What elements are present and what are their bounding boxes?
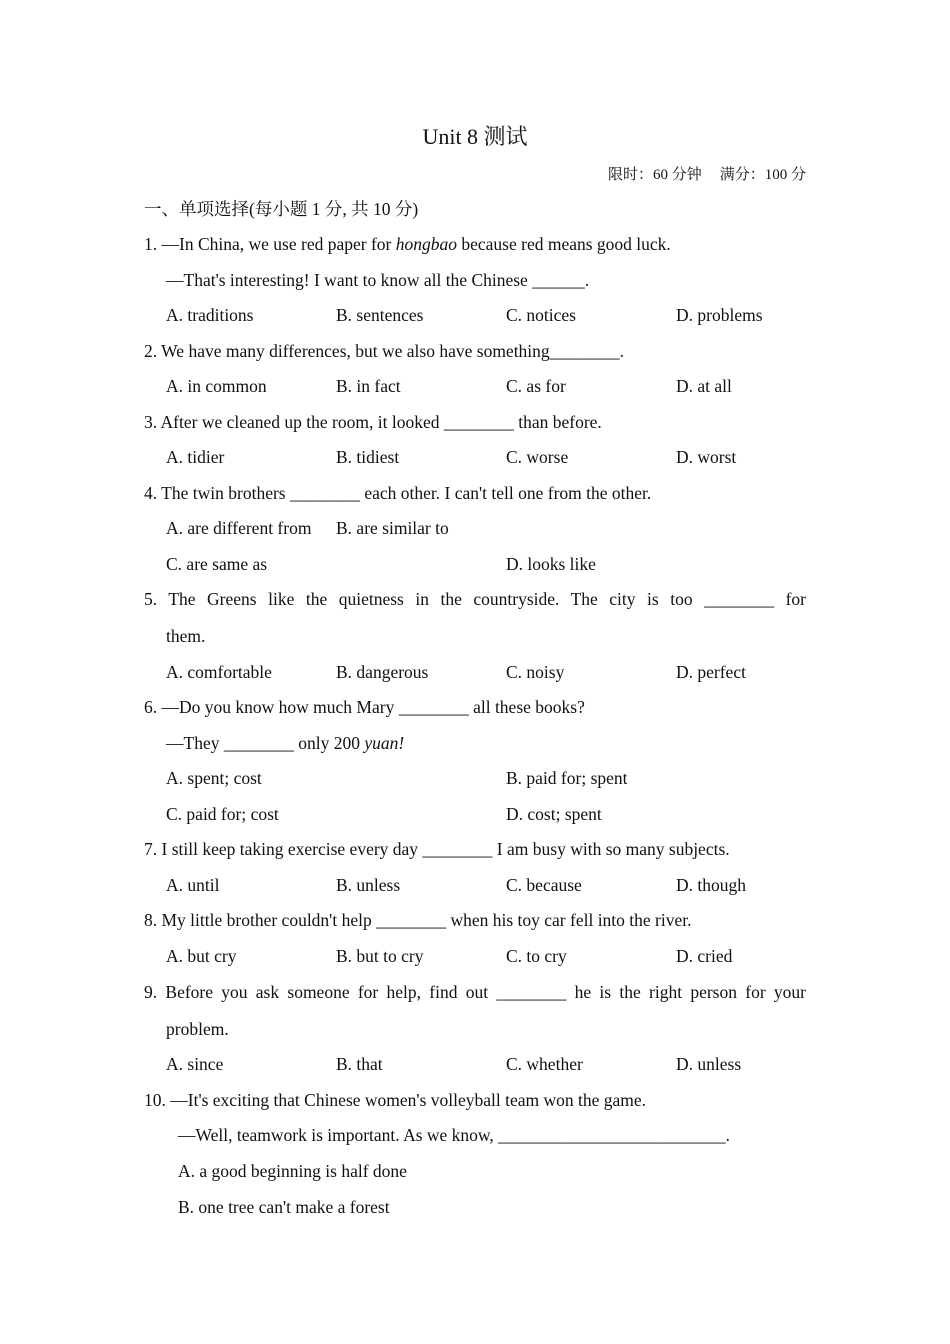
q7-option-a[interactable]: A. until	[166, 875, 220, 895]
page-title: Unit 8 测试	[422, 124, 528, 149]
q5-option-a[interactable]: A. comfortable	[166, 662, 272, 682]
q6-option-a[interactable]: A. spent; cost	[166, 768, 262, 788]
q7-option-d[interactable]: D. though	[676, 875, 746, 895]
q4-option-a[interactable]: A. are different from	[166, 518, 312, 538]
q6-reply-text: —They ________ only 200	[166, 733, 365, 753]
question-3: 3. After we cleaned up the room, it looked ________ than before.	[144, 412, 602, 432]
q8-option-d[interactable]: D. cried	[676, 946, 733, 966]
q3-option-a[interactable]: A. tidier	[166, 447, 225, 467]
q4-option-d[interactable]: D. looks like	[506, 554, 596, 574]
full-score: 满分：100 分	[719, 167, 806, 183]
q6-option-c[interactable]: C. paid for; cost	[166, 804, 279, 824]
q9-option-a[interactable]: A. since	[166, 1054, 224, 1074]
q2-option-b[interactable]: B. in fact	[336, 376, 401, 396]
q6-option-d[interactable]: D. cost; spent	[506, 804, 602, 824]
q1-text-a: 1. —In China, we use red paper for	[144, 234, 396, 254]
q6-reply-italic: yuan!	[364, 733, 405, 753]
section-heading: 一、单项选择(每小题 1 分, 共 10 分)	[144, 199, 419, 219]
question-1	[144, 232, 671, 256]
question-9: 9. Before you ask someone for help, find out ________ he is the right person for your	[144, 982, 806, 1002]
question-2: 2. We have many differences, but we also have something________.	[144, 341, 625, 361]
q9-option-b[interactable]: B. that	[336, 1054, 383, 1074]
q1-option-b[interactable]: B. sentences	[336, 305, 424, 325]
question-9-cont: problem.	[166, 1019, 229, 1039]
question-7: 7. I still keep taking exercise every day ________ I am busy with so many subjects.	[144, 839, 730, 859]
q5-option-d[interactable]: D. perfect	[676, 662, 746, 682]
q1-italic: hongbao	[395, 234, 457, 254]
q3-option-c[interactable]: C. worse	[506, 447, 569, 467]
q7-option-c[interactable]: C. because	[506, 875, 582, 895]
q4-option-c[interactable]: C. are same as	[166, 554, 268, 574]
q7-option-b[interactable]: B. unless	[336, 875, 401, 895]
question-5: 5. The Greens like the quietness in the countryside. The city is too ________ for	[144, 589, 806, 609]
q3-option-b[interactable]: B. tidiest	[336, 447, 400, 467]
q4-option-b[interactable]: B. are similar to	[336, 518, 449, 538]
q1-option-c[interactable]: C. notices	[506, 305, 576, 325]
exam-meta	[608, 163, 806, 184]
q8-option-b[interactable]: B. but to cry	[336, 946, 424, 966]
q2-option-c[interactable]: C. as for	[506, 376, 566, 396]
q2-option-d[interactable]: D. at all	[676, 376, 732, 396]
q1-text-c: because red means good luck.	[456, 234, 671, 254]
q5-option-b[interactable]: B. dangerous	[336, 662, 429, 682]
q1-option-d[interactable]: D. problems	[676, 305, 763, 325]
q5-option-c[interactable]: C. noisy	[506, 662, 565, 682]
question-6: 6. —Do you know how much Mary ________ all these books?	[144, 697, 585, 717]
q1-option-a[interactable]: A. traditions	[166, 305, 254, 325]
question-4: 4. The twin brothers ________ each other. I can't tell one from the other.	[144, 483, 652, 503]
q6-option-b[interactable]: B. paid for; spent	[506, 768, 628, 788]
question-8: 8. My little brother couldn't help ________ when his toy car fell into the river.	[144, 910, 692, 930]
q9-option-d[interactable]: D. unless	[676, 1054, 742, 1074]
time-limit: 限时：60 分钟	[607, 167, 702, 183]
question-5-cont: them.	[166, 626, 206, 646]
q2-option-a[interactable]: A. in common	[166, 376, 267, 396]
q8-option-a[interactable]: A. but cry	[166, 946, 237, 966]
question-10: 10. —It's exciting that Chinese women's volleyball team won the game.	[144, 1090, 647, 1110]
q8-option-c[interactable]: C. to cry	[506, 946, 567, 966]
question-1-reply: —That's interesting! I want to know all the Chinese ______.	[166, 270, 590, 290]
q9-option-c[interactable]: C. whether	[506, 1054, 583, 1074]
q10-option-a[interactable]: A. a good beginning is half done	[178, 1161, 407, 1181]
question-6-reply	[166, 731, 404, 755]
q3-option-d[interactable]: D. worst	[676, 447, 737, 467]
q10-option-b[interactable]: B. one tree can't make a forest	[178, 1197, 390, 1217]
question-10-reply: —Well, teamwork is important. As we know, __________________________.	[178, 1125, 731, 1145]
